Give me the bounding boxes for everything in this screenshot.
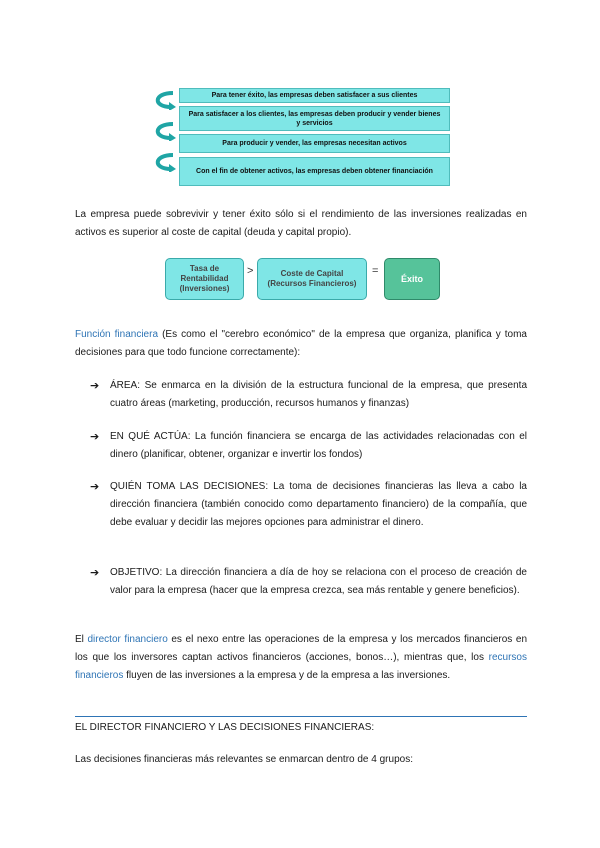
financial-function-paragraph bbox=[75, 326, 527, 362]
curved-arrow-icon bbox=[149, 121, 177, 141]
curved-arrow-icon bbox=[149, 90, 177, 110]
section-divider bbox=[75, 716, 527, 717]
director-term: director financiero bbox=[87, 634, 168, 645]
return-rate-box bbox=[165, 258, 244, 300]
intro-paragraph: La empresa puede sobrevivir y tener éxito sólo si el rendimiento de las inversiones realizadas en activos es superior al coste de capital (deuda y capital propio). bbox=[75, 209, 527, 238]
flow-step-4: Con el fin de obtener activos, las empresas deben obtener financiación bbox=[179, 157, 450, 186]
financial-function-term: Función financiera bbox=[75, 329, 158, 340]
return-rate-line-2: Rentabilidad bbox=[180, 274, 229, 283]
flow-step-3: Para producir y vender, las empresas necesitan activos bbox=[179, 134, 450, 153]
return-rate-line-3: (Inversiones) bbox=[179, 284, 230, 293]
decisions-paragraph: Las decisiones financieras más relevantes se enmarcan dentro de 4 grupos: bbox=[75, 754, 413, 765]
arrow-bullet-icon: ➔ bbox=[90, 567, 100, 579]
arrow-bullet-icon: ➔ bbox=[90, 431, 100, 443]
flow-step-2: Para satisfacer a los clientes, las empresas deben producir y vender bienes y servicios bbox=[179, 106, 450, 131]
director-paragraph bbox=[75, 631, 527, 685]
success-box: Éxito bbox=[384, 258, 440, 300]
bullet-text: OBJETIVO: La dirección financiera a día de hoy se relaciona con el proceso de creación de valor para la empresa (hacer que la empresa crezca, sea más rentable y genere beneficios). bbox=[110, 567, 527, 596]
capital-cost-line-2: (Recursos Financieros) bbox=[267, 279, 357, 288]
capital-cost-line-1: Coste de Capital bbox=[280, 269, 344, 278]
bullet-text: ÁREA: Se enmarca en la división de la estructura funcional de la empresa, que presenta cuatro áreas (marketing, producción, recursos humanos y finanzas) bbox=[110, 380, 527, 409]
equals-sign: = bbox=[372, 265, 379, 277]
bullet-text: EN QUÉ ACTÚA: La función financiera se encarga de las actividades relacionadas con el dinero (planificar, obtener, organizar e invertir los fondos) bbox=[110, 431, 527, 460]
director-text-2: es el nexo entre las operaciones de la empresa y los mercados financieros en los que los inversores captan activos financieros (acciones, bonos…), mientras que, los bbox=[75, 634, 528, 663]
resources-term: recursos financieros bbox=[75, 652, 527, 681]
arrow-bullet-icon: ➔ bbox=[90, 481, 100, 493]
section-heading: EL DIRECTOR FINANCIERO Y LAS DECISIONES FINANCIERAS: bbox=[75, 722, 375, 733]
director-text-3: fluyen de las inversiones a la empresa y de la empresa a las inversiones. bbox=[123, 670, 451, 681]
financial-function-description: (Es como el "cerebro económico" de la empresa que organiza, planifica y toma decisiones para que todo funcione correctamente): bbox=[75, 329, 527, 358]
greater-than-sign: > bbox=[247, 265, 254, 277]
return-rate-line-1: Tasa de bbox=[189, 264, 220, 273]
arrow-bullet-icon: ➔ bbox=[90, 380, 100, 392]
bullet-text: QUIÉN TOMA LAS DECISIONES: La toma de decisiones financieras las lleva a cabo la dirección financiera (también conocido como departamento financiero) de la compañía, que debe evaluar y decidir las mejores opciones para administrar el dinero. bbox=[110, 481, 527, 528]
director-text-1: El bbox=[75, 634, 88, 645]
curved-arrow-icon bbox=[149, 152, 177, 172]
capital-cost-box bbox=[257, 258, 367, 300]
flow-step-1: Para tener éxito, las empresas deben satisfacer a sus clientes bbox=[179, 88, 450, 103]
